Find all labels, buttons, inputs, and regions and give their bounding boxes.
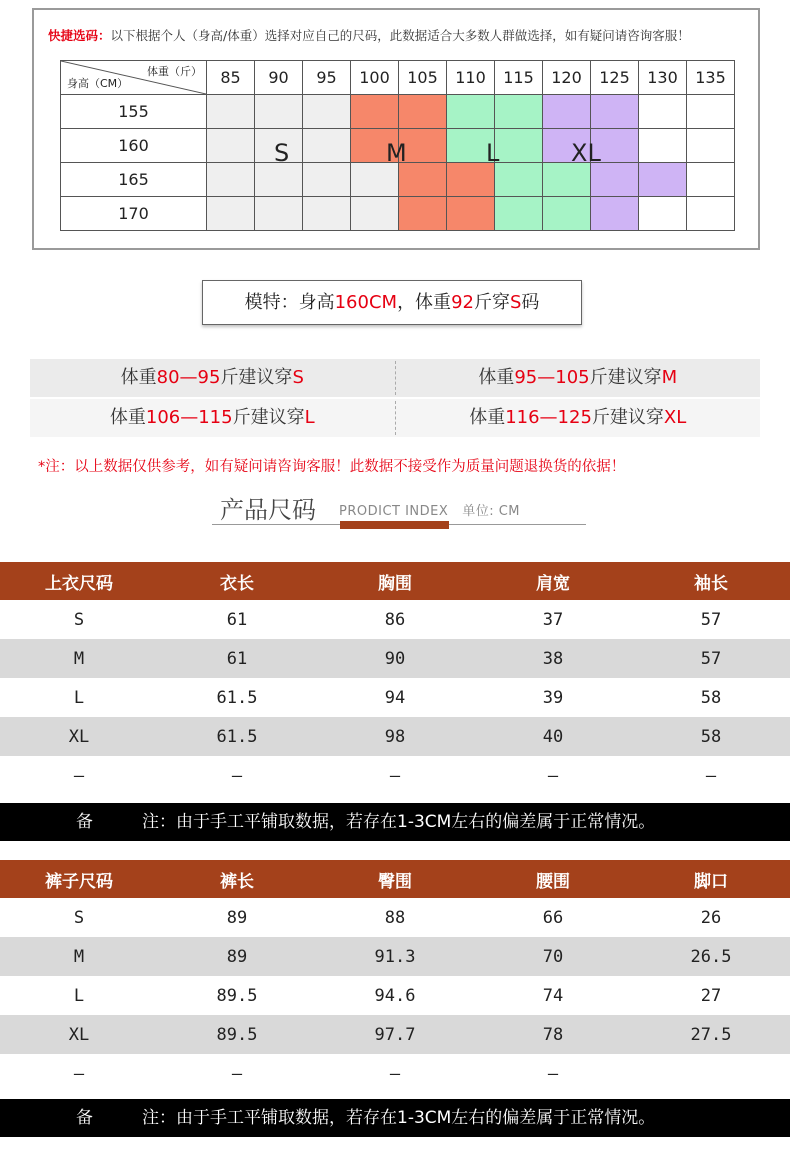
grid-cell	[303, 95, 351, 129]
suggestion-size: M	[661, 367, 678, 388]
table-cell: –	[705, 765, 717, 786]
table-cell	[632, 1054, 790, 1093]
suggestion-text: 体重	[478, 367, 515, 388]
grid-cell	[399, 95, 447, 129]
table-header: 裤长	[158, 860, 316, 898]
grid-cell	[543, 197, 591, 231]
height-header: 160	[61, 129, 207, 163]
table-cell: 88	[384, 907, 406, 928]
grid-cell	[639, 163, 687, 197]
grid-cell	[591, 197, 639, 231]
model-height: 160CM	[334, 292, 398, 313]
grid-cell	[303, 197, 351, 231]
disclaimer-note: *注：以上数据仅供参考，如有疑问请咨询客服！此数据不接受作为质量问题退换货的依据！	[38, 459, 626, 475]
suggestion-size: S	[292, 367, 304, 388]
table-header: 脚口	[632, 860, 790, 898]
suggestion-text: 体重	[120, 367, 157, 388]
table-cell: 89	[226, 907, 248, 928]
grid-cell	[591, 163, 639, 197]
model-text: ，体重	[397, 292, 452, 313]
weight-header: 110	[447, 61, 495, 95]
model-weight: 92	[451, 292, 474, 313]
remark-text: 注：由于手工平铺取数据，若存在1-3CM左右的偏差属于正常情况。	[142, 812, 656, 832]
table-row	[0, 756, 790, 795]
table-header: 肩宽	[474, 562, 632, 600]
table-header: 腰围	[474, 860, 632, 898]
table-cell: 90	[316, 639, 474, 678]
grid-cell	[447, 197, 495, 231]
suggestion-s	[30, 359, 395, 397]
table-cell: 74	[542, 985, 564, 1006]
grid-cell	[447, 163, 495, 197]
suggestion-row	[30, 399, 760, 437]
weight-header: 115	[495, 61, 543, 95]
suggestion-text: 体重	[109, 407, 146, 428]
grid-cell	[255, 163, 303, 197]
grid-cell	[399, 163, 447, 197]
grid-cell	[687, 197, 735, 231]
table-cell: 58	[632, 717, 790, 756]
table-cell: S	[73, 609, 85, 630]
suggestion-xl	[396, 399, 761, 437]
table-cell: 61.5	[216, 687, 258, 708]
suggestion-size: XL	[663, 407, 687, 428]
table-cell: M	[0, 937, 158, 976]
table-cell: 61	[226, 609, 248, 630]
grid-cell	[639, 197, 687, 231]
table-cell: –	[231, 1063, 243, 1084]
remark-key: 备	[76, 812, 93, 832]
table-row	[0, 717, 790, 756]
grid-cell	[207, 163, 255, 197]
grid-cell	[639, 129, 687, 163]
grid-cell	[207, 95, 255, 129]
table-cell: 86	[384, 609, 406, 630]
table-cell: 94	[384, 687, 406, 708]
weight-header: 100	[351, 61, 399, 95]
table-row	[0, 1054, 790, 1093]
table-cell: 58	[700, 687, 722, 708]
grid-cell	[447, 95, 495, 129]
table-row	[0, 898, 790, 937]
suggestion-range: 95—105	[514, 367, 590, 388]
grid-cell	[543, 95, 591, 129]
table-cell: 57	[632, 639, 790, 678]
table-row	[0, 600, 790, 639]
grid-cell	[687, 95, 735, 129]
height-header: 165	[61, 163, 207, 197]
table-header: 袖长	[632, 562, 790, 600]
weight-header: 105	[399, 61, 447, 95]
suggestion-l	[30, 399, 395, 437]
weight-header: 120	[543, 61, 591, 95]
size-label-m: M	[386, 139, 407, 167]
table-header: 胸围	[316, 562, 474, 600]
table-cell: 39	[542, 687, 564, 708]
table-cell: 38	[474, 639, 632, 678]
grid-cell	[255, 197, 303, 231]
table-cell: S	[73, 907, 85, 928]
suggestion-range: 80—95	[156, 367, 221, 388]
grid-cell	[255, 95, 303, 129]
suggestion-m	[396, 359, 761, 397]
table-cell: 37	[542, 609, 564, 630]
grid-cell	[639, 95, 687, 129]
top-size-table	[0, 562, 790, 795]
quick-selector-text: 以下根据个人（身高/体重）选择对应自己的尺码，此数据适合大多数人群做选择，如有疑问请咨询客服！	[110, 28, 690, 43]
grid-cell	[591, 95, 639, 129]
table-cell: 26.5	[632, 937, 790, 976]
model-text: 码	[521, 292, 540, 313]
table-header: 衣长	[158, 562, 316, 600]
suggestion-size: L	[304, 407, 315, 428]
table-cell: XL	[0, 717, 158, 756]
table-cell: 89	[158, 937, 316, 976]
suggestion-text: 斤建议穿	[591, 407, 664, 428]
table-cell: 27.5	[632, 1015, 790, 1054]
table-row	[0, 639, 790, 678]
table-cell: 97.7	[316, 1015, 474, 1054]
table-cell: 61	[158, 639, 316, 678]
table-cell: 66	[542, 907, 564, 928]
grid-cell	[687, 163, 735, 197]
grid-cell	[399, 197, 447, 231]
remark-bar	[0, 1099, 790, 1137]
section-sub-en: PRODICT INDEX	[339, 504, 449, 519]
size-label-xl: XL	[571, 139, 601, 167]
table-row	[0, 937, 790, 976]
grid-cell	[351, 95, 399, 129]
table-cell: –	[73, 765, 85, 786]
model-info	[202, 280, 582, 325]
weight-header: 135	[687, 61, 735, 95]
table-cell: 98	[316, 717, 474, 756]
table-row	[0, 976, 790, 1015]
table-cell: –	[389, 1063, 401, 1084]
grid-cell	[351, 163, 399, 197]
corner-height-label: 身高（CM）	[67, 77, 129, 90]
table-header: 上衣尺码	[0, 562, 158, 600]
table-cell: 40	[474, 717, 632, 756]
table-cell: –	[389, 765, 401, 786]
quick-selector-lead: 快捷选码：	[48, 28, 111, 43]
table-cell: 89.5	[216, 985, 258, 1006]
table-cell: 78	[474, 1015, 632, 1054]
grid-corner	[61, 61, 207, 95]
table-cell: XL	[0, 1015, 158, 1054]
table-header: 臀围	[316, 860, 474, 898]
quick-selector-title	[48, 26, 690, 44]
table-cell: L	[73, 687, 85, 708]
weight-header: 85	[207, 61, 255, 95]
height-header: 170	[61, 197, 207, 231]
grid-cell	[207, 197, 255, 231]
size-label-l: L	[486, 139, 500, 167]
model-size: S	[509, 292, 522, 313]
suggestion-range: 116—125	[505, 407, 592, 428]
grid-cell	[543, 163, 591, 197]
table-cell: 70	[474, 937, 632, 976]
grid-cell	[351, 197, 399, 231]
table-cell: –	[547, 765, 559, 786]
corner-weight-label: 体重（斤）	[147, 65, 202, 78]
model-text: 斤穿	[473, 292, 510, 313]
remark-text: 注：由于手工平铺取数据，若存在1-3CM左右的偏差属于正常情况。	[142, 1108, 656, 1128]
table-row	[0, 678, 790, 717]
grid-cell	[303, 129, 351, 163]
table-cell: 27	[700, 985, 722, 1006]
suggestion-text: 体重	[469, 407, 506, 428]
suggestion-text: 斤建议穿	[589, 367, 662, 388]
grid-cell	[207, 129, 255, 163]
grid-cell	[495, 163, 543, 197]
table-cell: 26	[700, 907, 722, 928]
table-cell: 61.5	[158, 717, 316, 756]
pants-size-table	[0, 860, 790, 1093]
section-subtitle	[339, 500, 520, 519]
weight-header: 95	[303, 61, 351, 95]
table-cell: 57	[700, 609, 722, 630]
weight-header: 125	[591, 61, 639, 95]
section-accent-bar	[340, 521, 449, 529]
table-row	[0, 1015, 790, 1054]
size-label-s: S	[274, 139, 290, 167]
suggestion-text: 斤建议穿	[220, 367, 293, 388]
height-header: 155	[61, 95, 207, 129]
table-cell: 94.6	[374, 985, 416, 1006]
section-unit: 单位: CM	[462, 504, 521, 519]
table-cell: 89.5	[158, 1015, 316, 1054]
grid-cell	[495, 197, 543, 231]
grid-cell	[495, 129, 543, 163]
table-cell: –	[73, 1063, 85, 1084]
grid-cell	[495, 95, 543, 129]
suggestion-range: 106—115	[145, 407, 233, 428]
table-cell: L	[73, 985, 85, 1006]
suggestion-text: 斤建议穿	[232, 407, 305, 428]
remark-bar	[0, 803, 790, 841]
table-header: 裤子尺码	[0, 860, 158, 898]
model-text: 模特：身高	[244, 292, 335, 313]
remark-key: 备	[76, 1108, 93, 1128]
quick-size-selector	[32, 8, 760, 250]
table-cell: –	[231, 765, 243, 786]
suggestion-row	[30, 359, 760, 397]
grid-cell	[687, 129, 735, 163]
weight-header: 130	[639, 61, 687, 95]
table-cell: –	[547, 1063, 559, 1084]
grid-cell	[303, 163, 351, 197]
table-cell: M	[0, 639, 158, 678]
weight-header: 90	[255, 61, 303, 95]
section-title: 产品尺码	[220, 496, 316, 524]
table-cell: 91.3	[316, 937, 474, 976]
